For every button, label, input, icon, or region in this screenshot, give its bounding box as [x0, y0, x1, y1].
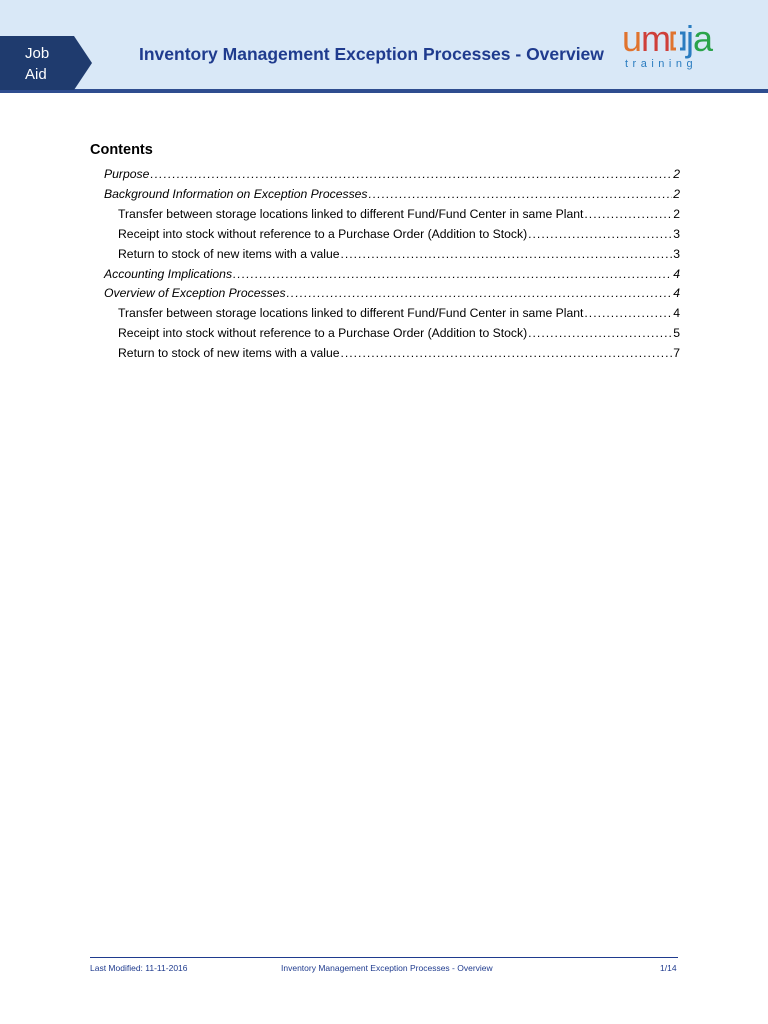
toc-entry-page: 2 [673, 206, 680, 221]
toc-entry-page: 4 [673, 286, 680, 301]
logo-subtitle: training [625, 58, 698, 70]
toc-entry-page: 7 [673, 346, 680, 361]
toc-leader-dots [528, 224, 672, 244]
contents-heading: Contents [90, 142, 153, 158]
toc-entry[interactable] [90, 283, 680, 303]
toc-entry-title: Transfer between storage locations linked to different Fund/Fund Center in same Plant [118, 206, 584, 221]
toc-entry-page: 4 [673, 266, 680, 281]
logo-wordmark: um ja [622, 18, 713, 59]
toc-entry-page: 2 [673, 186, 680, 201]
toc-entry-title: Overview of Exception Processes [104, 286, 286, 301]
footer-page-number: 1/14 [660, 963, 677, 973]
toc-leader-dots [287, 283, 673, 303]
toc-leader-dots [341, 244, 673, 264]
footer-last-modified: Last Modified: 11-11-2016 [90, 963, 188, 973]
page-title: Inventory Management Exception Processes - Overview [139, 44, 604, 64]
toc-entry-title: Receipt into stock without reference to a Purchase Order (Addition to Stock) [118, 326, 528, 341]
toc-entry-page: 3 [673, 226, 680, 241]
toc-entry[interactable] [90, 204, 680, 224]
toc-entry[interactable] [90, 164, 680, 184]
job-aid-tab [0, 36, 92, 90]
toc-entry[interactable] [90, 323, 680, 343]
tab-label-line1: Job [25, 45, 50, 62]
toc-entry-page: 3 [673, 246, 680, 261]
toc-entry-page: 2 [673, 167, 680, 181]
toc-entry-page: 4 [673, 306, 680, 321]
toc-entry[interactable] [90, 343, 680, 363]
toc-entry-title: Purpose [104, 167, 150, 181]
toc-entry[interactable] [90, 184, 680, 204]
footer-rule [90, 957, 678, 958]
toc-entry-title: Receipt into stock without reference to a Purchase Order (Addition to Stock) [118, 226, 528, 241]
toc-leader-dots [233, 264, 672, 284]
toc-entry-title: Background Information on Exception Processes [104, 186, 368, 201]
toc-entry-title: Accounting Implications [104, 266, 233, 281]
toc-entry[interactable] [90, 244, 680, 264]
toc-entry-title: Return to stock of new items with a value [118, 346, 340, 361]
toc-entry-title: Return to stock of new items with a value [118, 246, 340, 261]
toc-leader-dots [150, 164, 672, 184]
header-rule [0, 89, 768, 93]
toc-leader-dots [369, 184, 673, 204]
toc-entry-page: 5 [673, 326, 680, 341]
toc-leader-dots [528, 323, 672, 343]
toc-leader-dots [584, 204, 672, 224]
umoja-logo [622, 18, 742, 74]
tab-label-line2: Aid [25, 66, 47, 83]
toc-entry-title: Transfer between storage locations linked to different Fund/Fund Center in same Plant [118, 306, 584, 321]
footer-doc-title: Inventory Management Exception Processes - Overview [281, 963, 493, 973]
toc-entry[interactable] [90, 303, 680, 323]
toc-leader-dots [584, 303, 672, 323]
toc-leader-dots [341, 343, 673, 363]
toc-entry[interactable] [90, 264, 680, 284]
toc-entry[interactable] [90, 224, 680, 244]
